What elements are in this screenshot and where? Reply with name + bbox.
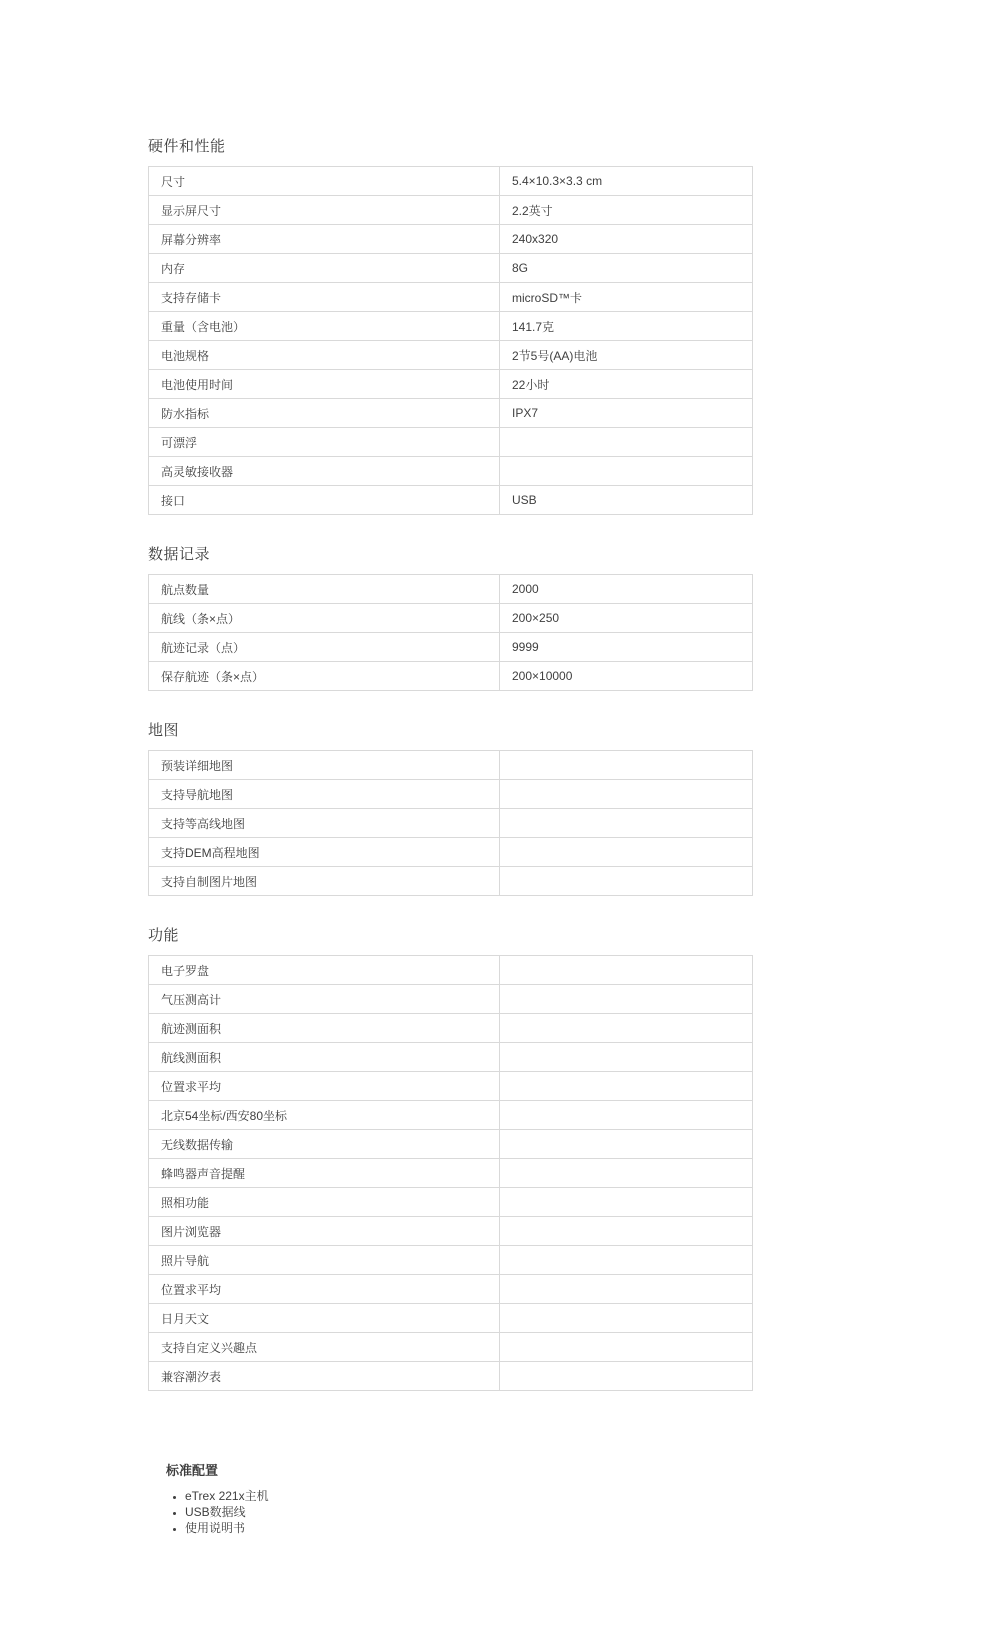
spec-label: 图片浏览器: [149, 1217, 500, 1246]
spec-table: [148, 574, 753, 691]
spec-label: 北京54坐标/西安80坐标: [149, 1101, 500, 1130]
spec-value: [500, 1333, 753, 1362]
spec-row: [149, 751, 753, 780]
spec-table: [148, 750, 753, 896]
spec-value: [500, 780, 753, 809]
spec-value: [500, 1159, 753, 1188]
spec-value: [500, 985, 753, 1014]
spec-section: [148, 547, 754, 691]
package-item: • 使用说明书: [185, 1520, 754, 1536]
spec-value: [500, 457, 753, 486]
spec-label: 支持等高线地图: [149, 809, 500, 838]
spec-sections: [148, 139, 754, 1391]
spec-label: 电子罗盘: [149, 956, 500, 985]
spec-label: 电池规格: [149, 341, 500, 370]
spec-row: [149, 225, 753, 254]
spec-row: [149, 1188, 753, 1217]
spec-label: 尺寸: [149, 167, 500, 196]
spec-label: 航点数量: [149, 575, 500, 604]
spec-value: microSD™卡: [500, 283, 753, 312]
spec-label: 支持存储卡: [149, 283, 500, 312]
spec-row: [149, 1130, 753, 1159]
spec-label: 预装详细地图: [149, 751, 500, 780]
spec-value: [500, 1043, 753, 1072]
spec-row: [149, 956, 753, 985]
spec-row: [149, 1072, 753, 1101]
spec-row: [149, 399, 753, 428]
spec-label: 电池使用时间: [149, 370, 500, 399]
spec-value: [500, 956, 753, 985]
spec-value: [500, 1217, 753, 1246]
spec-value: USB: [500, 486, 753, 515]
spec-row: [149, 254, 753, 283]
spec-value: 2000: [500, 575, 753, 604]
package-item: • eTrex 221x主机: [185, 1488, 754, 1504]
spec-row: [149, 867, 753, 896]
spec-label: 内存: [149, 254, 500, 283]
spec-row: [149, 1362, 753, 1391]
spec-label: 位置求平均: [149, 1072, 500, 1101]
standard-config-list: [166, 1488, 754, 1536]
section-title: 地图: [148, 722, 180, 739]
spec-row: [149, 428, 753, 457]
spec-row: [149, 838, 753, 867]
spec-row: [149, 486, 753, 515]
spec-row: [149, 1014, 753, 1043]
spec-row: [149, 370, 753, 399]
spec-value: [500, 867, 753, 896]
spec-label: 兼容潮汐表: [149, 1362, 500, 1391]
spec-label: 支持导航地图: [149, 780, 500, 809]
spec-label: 航线测面积: [149, 1043, 500, 1072]
spec-label: 保存航迹（条×点）: [149, 662, 500, 691]
spec-label: 气压测高计: [149, 985, 500, 1014]
spec-label: 蜂鸣器声音提醒: [149, 1159, 500, 1188]
spec-value: 200×250: [500, 604, 753, 633]
spec-section: [148, 928, 754, 1391]
spec-label: 接口: [149, 486, 500, 515]
spec-value: 2节5号(AA)电池: [500, 341, 753, 370]
spec-value: [500, 809, 753, 838]
spec-label: 支持自定义兴趣点: [149, 1333, 500, 1362]
spec-row: [149, 283, 753, 312]
spec-value: [500, 1101, 753, 1130]
spec-row: [149, 1333, 753, 1362]
spec-value: [500, 1246, 753, 1275]
standard-config-title: 标准配置: [166, 1463, 219, 1478]
spec-row: [149, 1159, 753, 1188]
spec-value: 141.7克: [500, 312, 753, 341]
spec-value: [500, 1275, 753, 1304]
spec-table: [148, 955, 753, 1391]
spec-label: 照相功能: [149, 1188, 500, 1217]
section-title: 硬件和性能: [148, 138, 226, 155]
spec-label: 显示屏尺寸: [149, 196, 500, 225]
standard-config-section: [166, 1463, 754, 1536]
spec-row: [149, 457, 753, 486]
spec-label: 位置求平均: [149, 1275, 500, 1304]
spec-label: 航迹记录（点）: [149, 633, 500, 662]
spec-label: 照片导航: [149, 1246, 500, 1275]
spec-value: [500, 1304, 753, 1333]
spec-row: [149, 1217, 753, 1246]
spec-label: 航线（条×点）: [149, 604, 500, 633]
spec-value: [500, 838, 753, 867]
spec-value: [500, 1072, 753, 1101]
spec-row: [149, 809, 753, 838]
spec-label: 屏幕分辨率: [149, 225, 500, 254]
spec-row: [149, 985, 753, 1014]
spec-value: 9999: [500, 633, 753, 662]
spec-row: [149, 633, 753, 662]
spec-row: [149, 1043, 753, 1072]
spec-row: [149, 1246, 753, 1275]
spec-value: IPX7: [500, 399, 753, 428]
spec-row: [149, 312, 753, 341]
spec-row: [149, 1275, 753, 1304]
spec-value: 240x320: [500, 225, 753, 254]
spec-value: [500, 751, 753, 780]
spec-label: 高灵敏接收器: [149, 457, 500, 486]
spec-value: 22小时: [500, 370, 753, 399]
spec-value: [500, 428, 753, 457]
spec-page-content: [148, 139, 754, 1536]
spec-label: 支持自制图片地图: [149, 867, 500, 896]
spec-row: [149, 662, 753, 691]
spec-row: [149, 604, 753, 633]
spec-label: 可漂浮: [149, 428, 500, 457]
spec-row: [149, 1304, 753, 1333]
spec-row: [149, 1101, 753, 1130]
spec-row: [149, 167, 753, 196]
spec-value: 8G: [500, 254, 753, 283]
spec-value: [500, 1130, 753, 1159]
section-title: 数据记录: [148, 546, 211, 563]
spec-section: [148, 723, 754, 896]
spec-label: 日月天文: [149, 1304, 500, 1333]
spec-row: [149, 341, 753, 370]
spec-label: 支持DEM高程地图: [149, 838, 500, 867]
spec-row: [149, 196, 753, 225]
spec-label: 航迹测面积: [149, 1014, 500, 1043]
spec-value: [500, 1362, 753, 1391]
spec-label: 无线数据传输: [149, 1130, 500, 1159]
package-item: • USB数据线: [185, 1504, 754, 1520]
spec-value: 2.2英寸: [500, 196, 753, 225]
spec-label: 重量（含电池）: [149, 312, 500, 341]
spec-value: 200×10000: [500, 662, 753, 691]
section-title: 功能: [148, 927, 180, 944]
spec-row: [149, 575, 753, 604]
spec-value: [500, 1188, 753, 1217]
spec-label: 防水指标: [149, 399, 500, 428]
spec-value: 5.4×10.3×3.3 cm: [500, 167, 753, 196]
spec-section: [148, 139, 754, 515]
spec-value: [500, 1014, 753, 1043]
spec-row: [149, 780, 753, 809]
spec-table: [148, 166, 753, 515]
